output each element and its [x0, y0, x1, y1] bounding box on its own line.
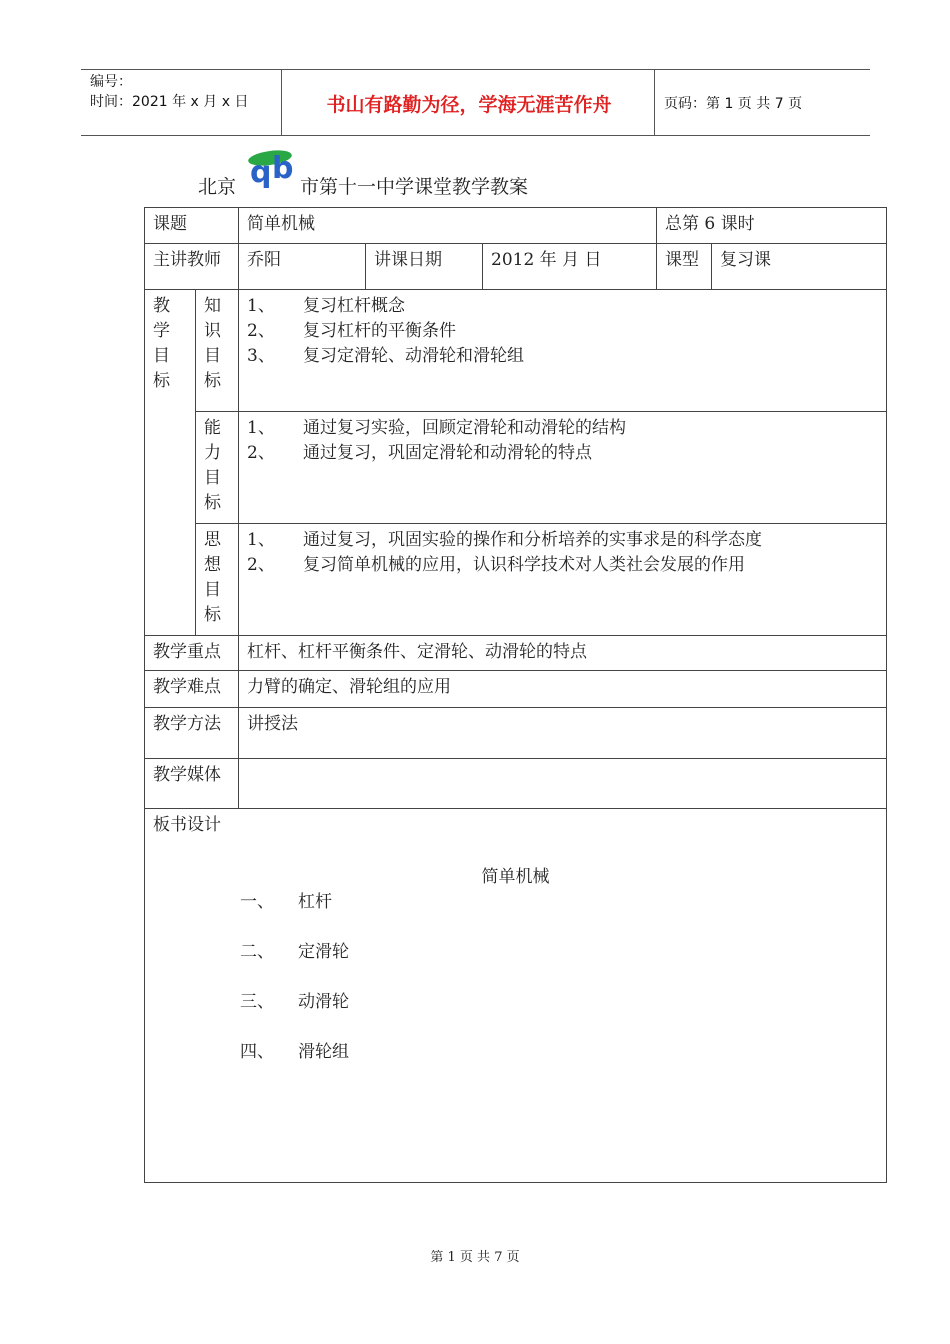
method-value: 讲授法 — [239, 708, 887, 759]
school-logo-icon — [244, 148, 302, 192]
teacher-label: 主讲教师 — [145, 244, 239, 290]
ability-label-cell — [196, 412, 239, 524]
date-value: 2012 年 月 日 — [483, 244, 657, 290]
thought-objective-row — [145, 524, 887, 636]
header-page-info: 页码：第 1 页 共 7 页 — [664, 96, 803, 112]
lesson-plan-table — [144, 207, 887, 1183]
objectives-group-cell — [145, 290, 196, 636]
type-value: 复习课 — [712, 244, 887, 290]
difficulty-label: 教学难点 — [145, 671, 239, 708]
svg-text:q: q — [250, 155, 272, 188]
svg-text:b: b — [272, 151, 294, 186]
key-points-label: 教学重点 — [145, 636, 239, 671]
serial-label: 编号： — [90, 74, 132, 90]
board-design-cell — [145, 809, 887, 1183]
list-item: 1、 通过复习实验，回顾定滑轮和动滑轮的结构 — [247, 418, 626, 438]
list-item: 1、 通过复习，巩固实验的操作和分析培养的实事求是的科学态度 — [247, 530, 762, 550]
knowledge-label: 知识目标 — [204, 296, 221, 391]
method-row — [145, 708, 887, 759]
method-label: 教学方法 — [145, 708, 239, 759]
topic-value: 简单机械 — [239, 208, 657, 244]
list-item: 1、 复习杠杆概念 — [247, 296, 405, 316]
header-top-rule — [81, 69, 870, 70]
media-row — [145, 759, 887, 809]
date-label: 讲课日期 — [366, 244, 483, 290]
header-motto: 书山有路勤为径，学海无涯苦作舟 — [326, 94, 612, 116]
key-points-value: 杠杆、杠杆平衡条件、定滑轮、动滑轮的特点 — [239, 636, 887, 671]
page-footer: 第 1 页 共 7 页 — [430, 1250, 520, 1265]
ability-items — [239, 412, 887, 524]
knowledge-objective-row — [145, 290, 887, 412]
header-divider — [281, 69, 282, 136]
list-item: 2、 通过复习，巩固定滑轮和动滑轮的特点 — [247, 443, 592, 463]
header-bottom-rule — [81, 135, 870, 136]
list-item: 一、 杠杆 — [240, 892, 332, 912]
thought-items — [239, 524, 887, 636]
thought-label: 思想目标 — [204, 530, 221, 625]
media-label: 教学媒体 — [145, 759, 239, 809]
key-points-row — [145, 636, 887, 671]
school-name-suffix: 市第十一中学课堂教学教案 — [300, 176, 529, 198]
header-meta — [90, 72, 248, 112]
media-value — [239, 759, 887, 809]
knowledge-items — [239, 290, 887, 412]
difficulty-value: 力臂的确定、滑轮组的应用 — [239, 671, 887, 708]
list-item: 三、 动滑轮 — [240, 992, 349, 1012]
time-label: 时间：2021 年 x 月 x 日 — [90, 94, 249, 110]
ability-label: 能力目标 — [204, 418, 221, 513]
thought-label-cell — [196, 524, 239, 636]
ability-objective-row — [145, 412, 887, 524]
list-item: 2、 复习杠杆的平衡条件 — [247, 321, 456, 341]
topic-row — [145, 208, 887, 244]
teacher-value: 乔阳 — [239, 244, 366, 290]
type-label: 课型 — [657, 244, 712, 290]
total-hours: 总第 6 课时 — [657, 208, 887, 244]
board-label: 板书设计 — [153, 815, 221, 835]
list-item: 二、 定滑轮 — [240, 942, 349, 962]
board-design-row — [145, 809, 887, 1183]
knowledge-label-cell — [196, 290, 239, 412]
list-item: 四、 滑轮组 — [240, 1042, 349, 1062]
objectives-group-label: 教学目标 — [153, 296, 170, 391]
list-item: 2、 复习简单机械的应用，认识科学技术对人类社会发展的作用 — [247, 555, 745, 575]
board-title: 简单机械 — [481, 867, 550, 887]
topic-label: 课题 — [145, 208, 239, 244]
teacher-row — [145, 244, 887, 290]
difficulty-row — [145, 671, 887, 708]
list-item: 3、 复习定滑轮、动滑轮和滑轮组 — [247, 346, 524, 366]
school-name-prefix: 北京 — [198, 176, 237, 198]
